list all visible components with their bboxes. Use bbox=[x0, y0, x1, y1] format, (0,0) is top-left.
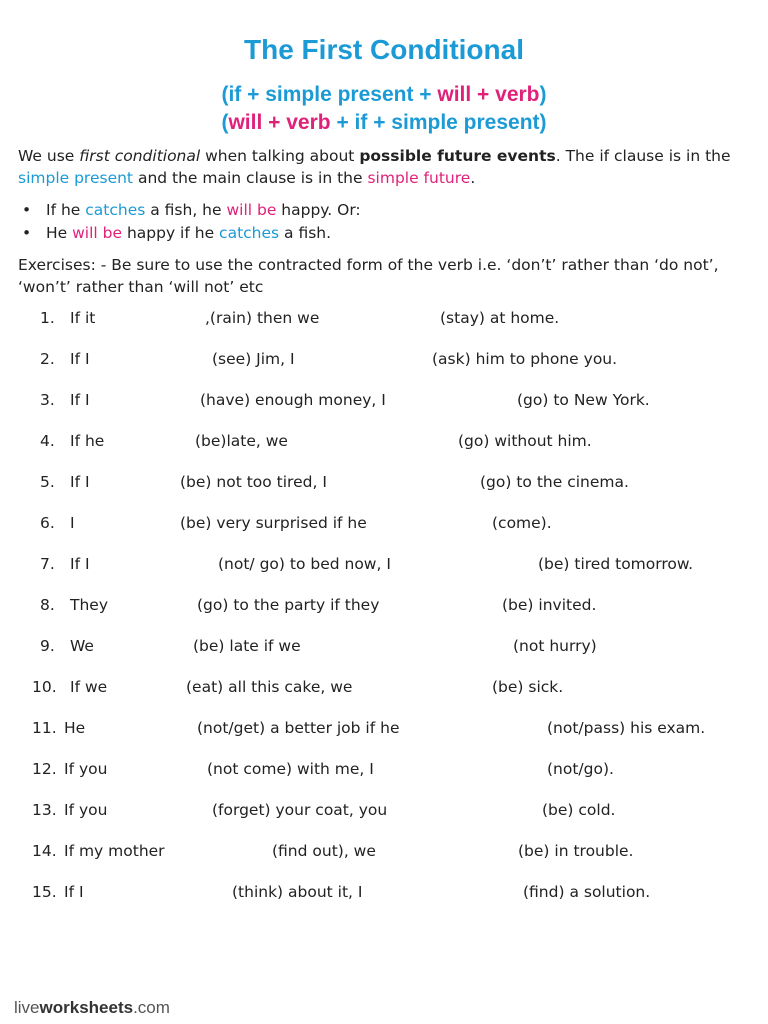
exercise-item bbox=[0, 429, 768, 453]
exercise-clause-2: (be) sick. bbox=[492, 678, 564, 696]
intro-simple-future: simple future bbox=[367, 169, 471, 187]
exercise-subject: If I bbox=[64, 883, 84, 901]
exercise-clause-1: (have) enough money, I bbox=[200, 391, 386, 409]
exercise-number: 4. bbox=[40, 432, 55, 450]
exercise-clause-1: (go) to the party if they bbox=[197, 596, 380, 614]
exercise-subject: If he bbox=[70, 432, 105, 450]
footer-worksheets: worksheets bbox=[39, 998, 134, 1017]
exercise-item bbox=[0, 839, 768, 863]
exercise-item bbox=[0, 716, 768, 740]
formula-2-rest: + if + simple present) bbox=[330, 111, 547, 134]
exercise-clause-2: (find) a solution. bbox=[523, 883, 651, 901]
exercise-subject: I bbox=[70, 514, 75, 532]
exercise-item bbox=[0, 470, 768, 494]
formula-2-open: ( bbox=[221, 111, 229, 134]
example-text: happy if he bbox=[122, 224, 220, 242]
exercise-clause-2: (not/pass) his exam. bbox=[547, 719, 706, 737]
exercise-item bbox=[0, 511, 768, 535]
exercise-number: 13. bbox=[32, 801, 57, 819]
intro-strong: possible future events bbox=[359, 147, 556, 165]
intro-paragraph bbox=[18, 145, 753, 189]
exercise-subject: If I bbox=[70, 391, 90, 409]
exercise-item bbox=[0, 347, 768, 371]
exercise-clause-1: (not/get) a better job if he bbox=[197, 719, 400, 737]
exercise-subject: If my mother bbox=[64, 842, 165, 860]
formula-1-will: will + verb bbox=[437, 83, 540, 106]
exercises-instructions: Exercises: - Be sure to use the contracted form of the verb i.e. ‘don’t’ rather than ‘do not’, ‘won’t’ rather than ‘will not’ etc bbox=[18, 256, 719, 296]
example-list bbox=[22, 199, 361, 245]
exercise-number: 5. bbox=[40, 473, 55, 491]
page-title: The First Conditional bbox=[244, 34, 524, 65]
intro-text-1: We use bbox=[18, 147, 80, 165]
exercise-subject: If I bbox=[70, 473, 90, 491]
exercise-subject: If I bbox=[70, 555, 90, 573]
exercise-number: 12. bbox=[32, 760, 57, 778]
intro-emphasis: first conditional bbox=[79, 147, 201, 165]
exercise-clause-2: (go) to the cinema. bbox=[480, 473, 629, 491]
example-item bbox=[22, 199, 361, 222]
exercise-clause-2: (stay) at home. bbox=[440, 309, 560, 327]
exercise-clause-1: (see) Jim, I bbox=[212, 350, 295, 368]
exercise-clause-2: (come). bbox=[492, 514, 552, 532]
exercise-clause-1: (eat) all this cake, we bbox=[186, 678, 353, 696]
exercise-number: 3. bbox=[40, 391, 55, 409]
exercise-number: 10. bbox=[32, 678, 57, 696]
example-text: happy. Or: bbox=[276, 201, 361, 219]
exercise-clause-2: (be) in trouble. bbox=[518, 842, 634, 860]
intro-text-3: . The if clause is in the bbox=[555, 147, 731, 165]
exercise-subject: If it bbox=[70, 309, 96, 327]
exercise-clause-2: (be) cold. bbox=[542, 801, 616, 819]
example-text: a fish. bbox=[279, 224, 332, 242]
exercise-subject: If you bbox=[64, 801, 108, 819]
exercise-number: 8. bbox=[40, 596, 55, 614]
example-verb: catches bbox=[219, 224, 280, 242]
exercise-clause-2: (go) to New York. bbox=[517, 391, 650, 409]
exercise-number: 2. bbox=[40, 350, 55, 368]
footer-domain: .com bbox=[133, 998, 170, 1017]
exercise-item bbox=[0, 593, 768, 617]
exercise-subject: We bbox=[70, 637, 94, 655]
exercise-clause-1: (be) late if we bbox=[193, 637, 301, 655]
exercise-item bbox=[0, 675, 768, 699]
exercise-clause-1: (forget) your coat, you bbox=[212, 801, 388, 819]
exercise-number: 11. bbox=[32, 719, 57, 737]
example-verb: will be bbox=[226, 201, 277, 219]
exercise-clause-1: (be) not too tired, I bbox=[180, 473, 327, 491]
formula-2-will: will + verb bbox=[228, 111, 331, 134]
exercise-clause-2: (not/go). bbox=[547, 760, 614, 778]
exercise-item bbox=[0, 388, 768, 412]
exercise-number: 7. bbox=[40, 555, 55, 573]
formula-1-open: (if + simple present + bbox=[221, 83, 438, 106]
exercise-number: 9. bbox=[40, 637, 55, 655]
example-text: a fish, he bbox=[145, 201, 227, 219]
exercise-item bbox=[0, 757, 768, 781]
exercise-subject: If you bbox=[64, 760, 108, 778]
exercise-number: 1. bbox=[40, 309, 55, 327]
exercise-clause-1: (not come) with me, I bbox=[207, 760, 374, 778]
exercise-subject: If I bbox=[70, 350, 90, 368]
exercise-clause-2: (not hurry) bbox=[513, 637, 597, 655]
example-verb: catches bbox=[85, 201, 146, 219]
exercise-clause-1: (be)late, we bbox=[195, 432, 288, 450]
exercise-clause-1: (think) about it, I bbox=[232, 883, 363, 901]
intro-text-5: . bbox=[470, 169, 476, 187]
exercise-clause-2: (be) tired tomorrow. bbox=[538, 555, 694, 573]
formula-line-1 bbox=[0, 83, 768, 107]
exercise-subject: If we bbox=[70, 678, 108, 696]
exercise-item bbox=[0, 306, 768, 330]
footer-logo bbox=[14, 998, 170, 1018]
example-item bbox=[22, 222, 361, 245]
exercise-number: 15. bbox=[32, 883, 57, 901]
exercise-item bbox=[0, 798, 768, 822]
exercise-clause-2: (go) without him. bbox=[458, 432, 592, 450]
exercise-subject: They bbox=[70, 596, 109, 614]
footer-live: live bbox=[14, 998, 40, 1017]
exercise-clause-2: (be) invited. bbox=[502, 596, 597, 614]
example-verb: will be bbox=[72, 224, 123, 242]
exercise-clause-1: (find out), we bbox=[272, 842, 376, 860]
example-text: He bbox=[46, 224, 73, 242]
intro-text-2: when talking about bbox=[200, 147, 360, 165]
exercise-number: 14. bbox=[32, 842, 57, 860]
exercise-item bbox=[0, 634, 768, 658]
exercise-clause-1: ,(rain) then we bbox=[205, 309, 320, 327]
exercise-number: 6. bbox=[40, 514, 55, 532]
exercise-clause-1: (be) very surprised if he bbox=[180, 514, 367, 532]
formula-1-close: ) bbox=[539, 83, 547, 106]
exercise-item bbox=[0, 552, 768, 576]
exercise-item bbox=[0, 880, 768, 904]
intro-text-4: and the main clause is in the bbox=[133, 169, 368, 187]
exercise-clause-1: (not/ go) to bed now, I bbox=[218, 555, 391, 573]
formula-line-2 bbox=[0, 111, 768, 135]
intro-simple-present: simple present bbox=[18, 169, 134, 187]
exercise-clause-2: (ask) him to phone you. bbox=[432, 350, 618, 368]
exercise-subject: He bbox=[64, 719, 86, 737]
example-text: If he bbox=[46, 201, 86, 219]
